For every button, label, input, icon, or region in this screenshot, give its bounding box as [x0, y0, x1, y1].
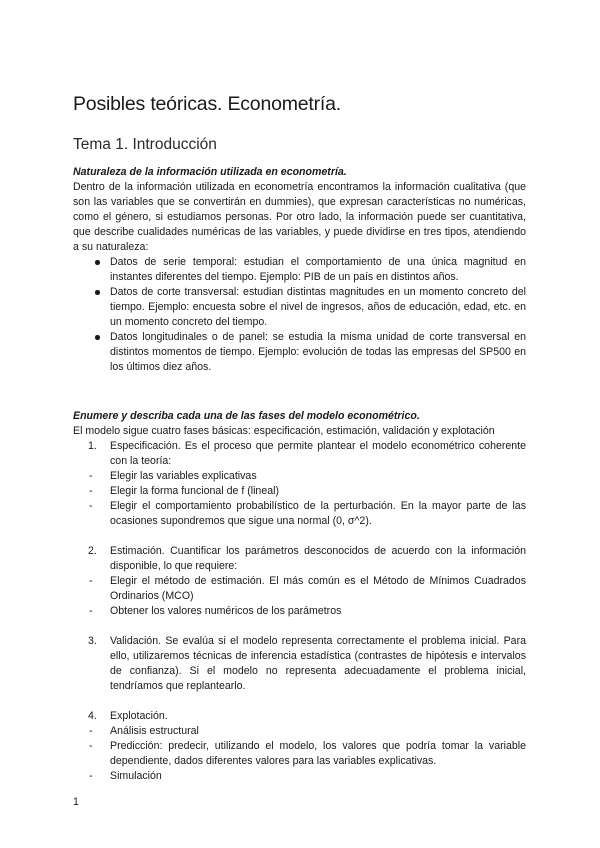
list-item: - Análisis estructural	[73, 724, 526, 739]
phase-number: 2.	[88, 545, 97, 557]
list-item: - Predicción: predecir, utilizando el modelo, los valores que podría tomar la variable dependiente, dados diferentes valores para las variables explicativas.	[73, 739, 526, 769]
list-item: - Simulación	[73, 769, 526, 784]
document-body	[73, 165, 526, 784]
phase-text: Estimación. Cuantificar los parámetros desconocidos de acuerdo con la información disponible, lo que requiere:	[110, 545, 526, 572]
question-2-heading: Enumere y describa cada una de las fases del modelo econométrico.	[73, 410, 420, 422]
phase-text: Explotación.	[110, 710, 168, 722]
phase-text: Especificación. Es el proceso que permite plantear el modelo econométrico coherente con la teoría:	[110, 440, 526, 467]
list-item: Datos de serie temporal: estudian el comportamiento de una única magnitud en instantes diferentes del tiempo. Ejemplo: PIB de un país en distintos años.	[73, 255, 526, 285]
phase-3	[73, 634, 526, 694]
list-item: Datos longitudinales o de panel: se estudia la misma unidad de corte transversal en distintos momentos de tiempo. Ejemplo: evolución de todas las empresas del SP500 en los últimos diez años.	[73, 330, 526, 375]
phase-number: 1.	[88, 440, 97, 452]
phase-1	[73, 439, 526, 469]
phase-2	[73, 544, 526, 574]
question-2-intro: El modelo sigue cuatro fases básicas: especificación, estimación, validación y explotación	[73, 425, 495, 437]
list-item: - Obtener los valores numéricos de los parámetros	[73, 604, 526, 619]
section-title: Tema 1. Introducción	[73, 136, 217, 153]
phase-text: Validación. Se evalúa si el modelo representa correctamente el problema inicial. Para ello, utilizaremos técnicas de inferencia estadística (contrastes de hipótesis e intervalos de confianza). Si el modelo no representa adecuadamente el problema inicial, tendríamos que replantearlo.	[110, 635, 526, 692]
list-item: - Elegir las variables explicativas	[73, 469, 526, 484]
document-title: Posibles teóricas. Econometría.	[73, 93, 342, 115]
page-number: 1	[73, 796, 79, 808]
phase-number: 3.	[88, 635, 97, 647]
phase-number: 4.	[88, 710, 97, 722]
list-item: Datos de corte transversal: estudian distintas magnitudes en un momento concreto del tiempo. Ejemplo: encuesta sobre el nivel de ingresos, años de educación, edad, etc. en un momento concreto del tiempo.	[73, 285, 526, 330]
list-item: - Elegir el comportamiento probabilístico de la perturbación. En la mayor parte de las ocasiones supondremos que sigue una normal (0, σ^2).	[73, 499, 526, 529]
data-types-list	[73, 255, 526, 375]
phase-4	[73, 709, 526, 724]
list-item: - Elegir el método de estimación. El más común es el Método de Mínimos Cuadrados Ordinarios (MCO)	[73, 574, 526, 604]
list-item: - Elegir la forma funcional de f (lineal)	[73, 484, 526, 499]
question-1-heading: Naturaleza de la información utilizada en econometría.	[73, 166, 347, 178]
question-1-intro: Dentro de la información utilizada en econometría encontramos la información cualitativa (que son las variables que se convertirán en dummies), que expresan características no numéricas, como el género, si estudiamos personas. Por otro lado, la información puede ser cuantitativa, que describe cualidades numéricas de las variables, y puede dividirse en tres tipos, atendiendo a su naturaleza:	[73, 181, 526, 253]
